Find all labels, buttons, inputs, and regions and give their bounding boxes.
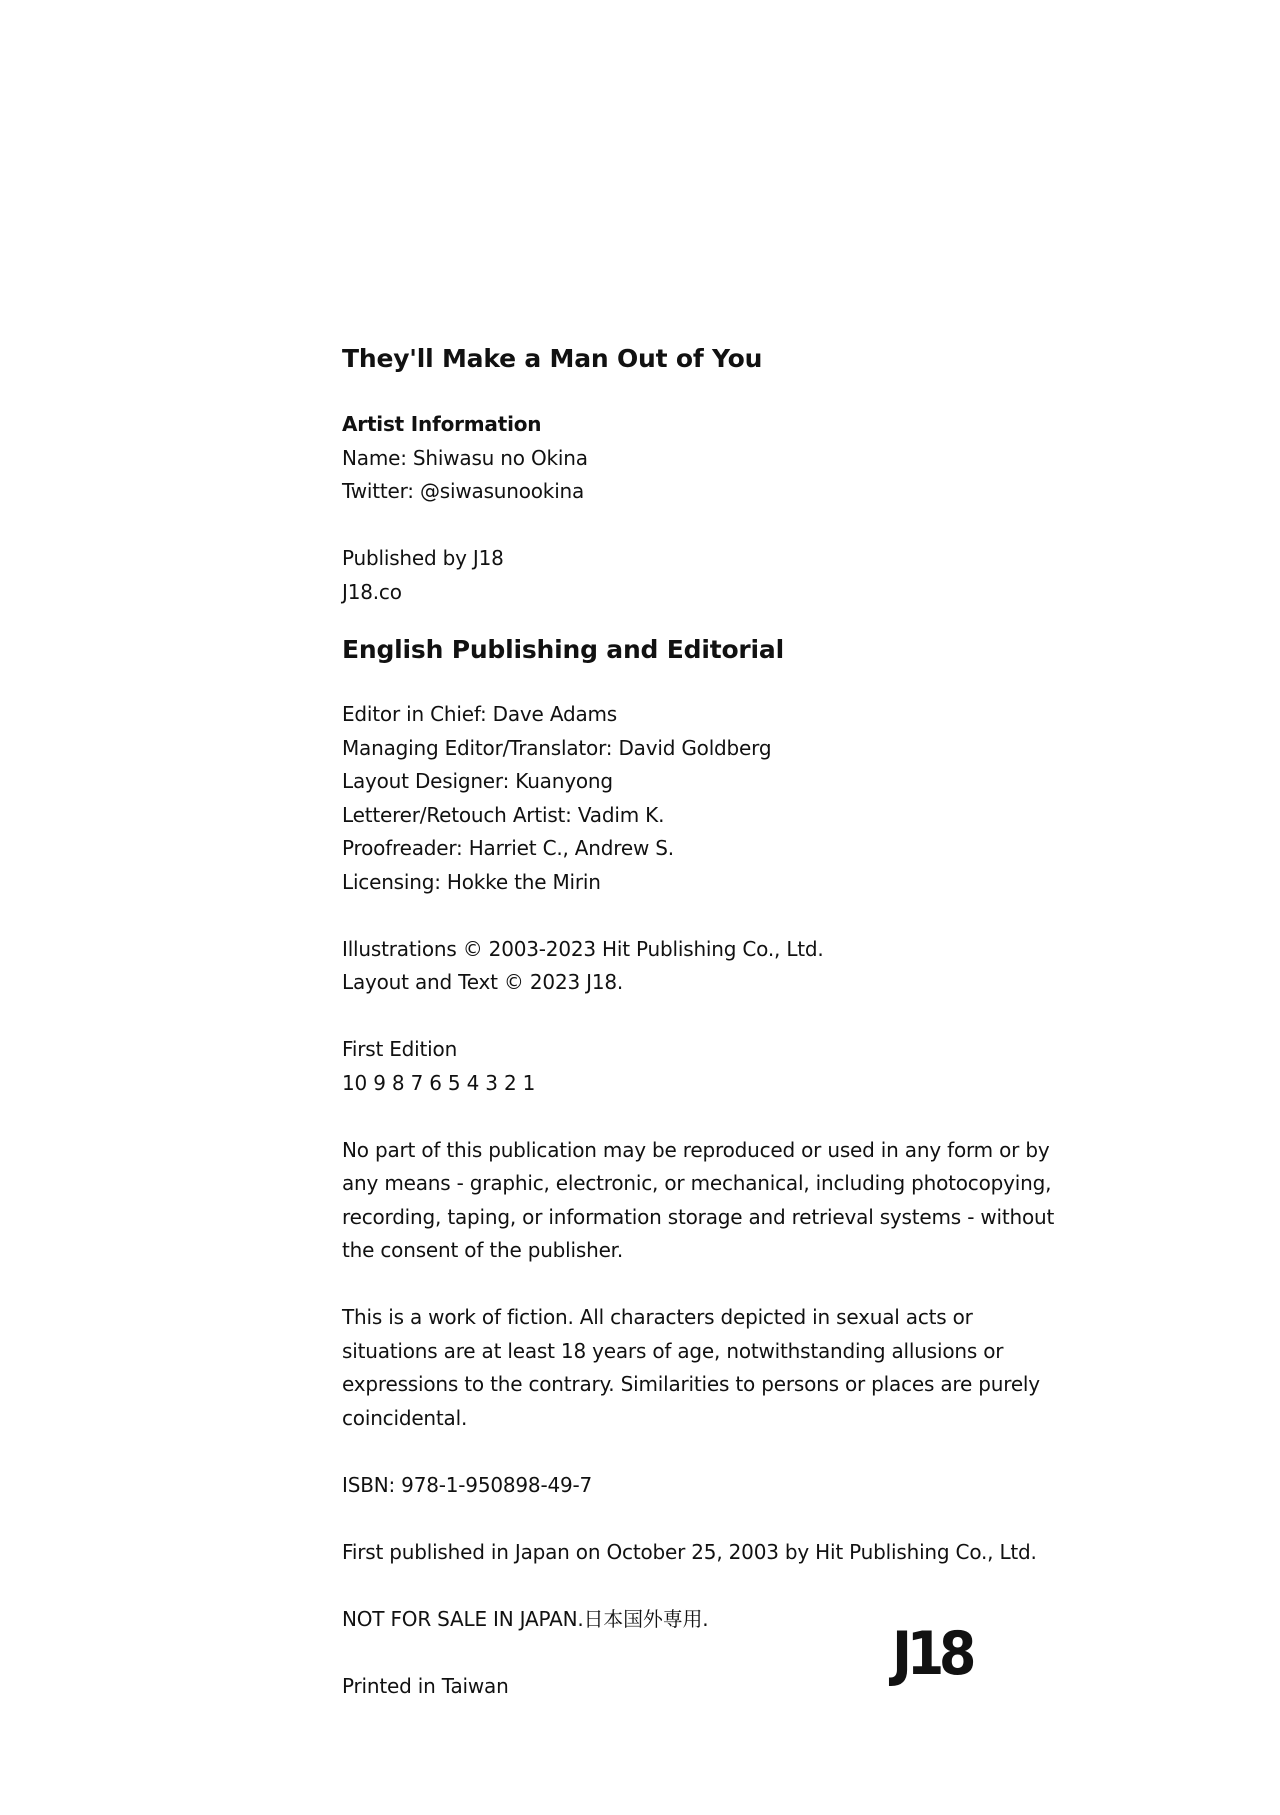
first-published: First published in Japan on October 25, 2003 by Hit Publishing Co., Ltd. — [342, 1539, 1037, 1564]
published-by: Published by J18 — [342, 546, 504, 570]
fiction-notice: This is a work of fiction. All characters depicted in sexual acts or situations are at least 18 years of age, notwithstanding allusions or expressions to the contrary. Similarities to persons or places are purely coincidental. — [342, 1305, 1040, 1430]
credit-line: Managing Editor/Translator: David Goldberg — [342, 735, 772, 760]
credit-line: Letterer/Retouch Artist: Vadim K. — [342, 802, 665, 827]
artist-info-heading: Artist Information — [342, 412, 542, 436]
not-for-sale-notice: NOT FOR SALE IN JAPAN.日本国外専用. — [342, 1606, 709, 1631]
publisher-website: J18.co — [342, 579, 402, 604]
artist-twitter: Twitter: @siwasunookina — [342, 479, 585, 503]
copyright-illustrations: Illustrations © 2003-2023 Hit Publishing Co., Ltd. — [342, 936, 824, 961]
editorial-heading: English Publishing and Editorial — [342, 635, 784, 664]
credit-line: Proofreader: Harriet C., Andrew S. — [342, 836, 674, 860]
colophon-text-block — [342, 342, 1062, 1703]
edition-label: First Edition — [342, 1037, 458, 1061]
credit-line: Licensing: Hokke the Mirin — [342, 869, 601, 894]
printing-line: 10 9 8 7 6 5 4 3 2 1 — [342, 1070, 536, 1095]
printed-in: Printed in Taiwan — [342, 1673, 509, 1698]
credit-line: Editor in Chief: Dave Adams — [342, 702, 618, 726]
rights-notice: No part of this publication may be reproduced or used in any form or by any means - graphic, electronic, or mechanical, including photocopying, recording, taping, or information storage and retrieval systems - without the consent of the publisher. — [342, 1137, 1055, 1262]
book-title: They'll Make a Man Out of You — [342, 344, 763, 373]
isbn: ISBN: 978-1-950898-49-7 — [342, 1472, 593, 1497]
j18-logo: J18 — [892, 1619, 972, 1689]
artist-name: Name: Shiwasu no Okina — [342, 445, 588, 470]
copyright-layout-text: Layout and Text © 2023 J18. — [342, 970, 624, 994]
credit-line: Layout Designer: Kuanyong — [342, 769, 613, 793]
